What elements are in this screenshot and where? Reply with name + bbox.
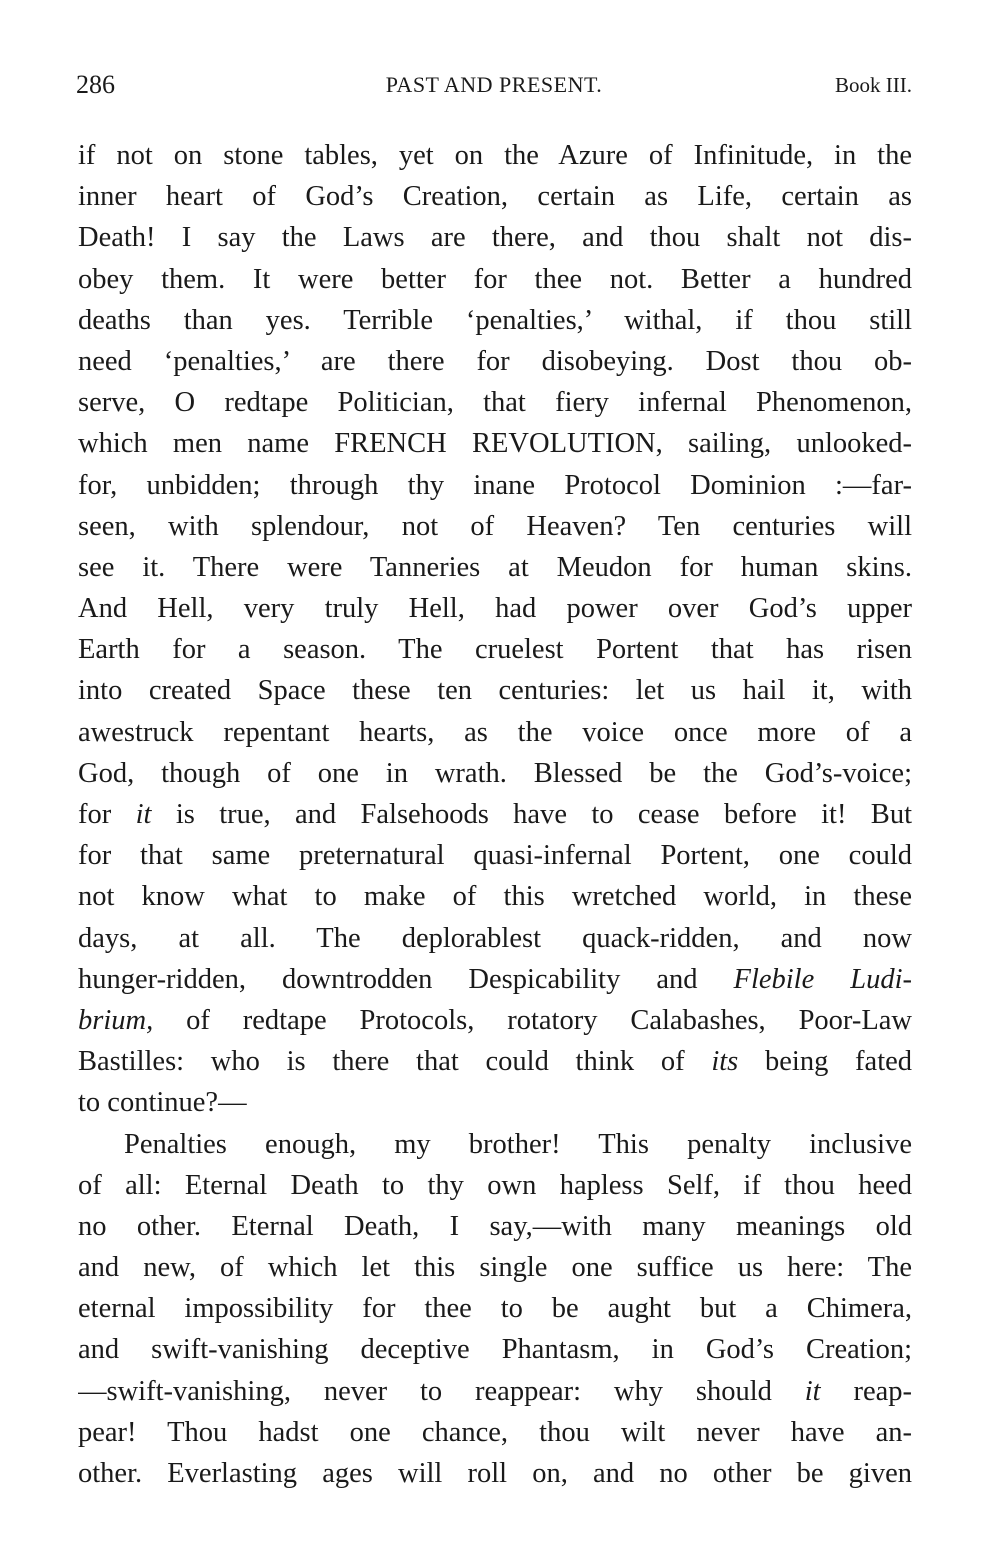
text-line: if not on stone tables, yet on the Azure of Infinitude, in the (78, 140, 912, 171)
text-segment: is true, and Falsehoods have to cease before it! But (175, 799, 912, 830)
text-line: God, though of one in wrath. Blessed be the God’s-voice; (78, 757, 912, 789)
text-segment: reap- (853, 1375, 912, 1407)
text-line: for, unbidden; through thy inane Protocol Dominion :—far- (78, 469, 912, 501)
text-segment: —swift-vanishing, never to reappear: why should (78, 1375, 772, 1407)
text-line: eternal impossibility for thee to be aught but a Chimera, (78, 1293, 912, 1325)
text-line (78, 1041, 912, 1082)
italic-phrase: Flebile Ludi- (733, 963, 912, 995)
paragraph-start-line: Penalties enough, my brother! This penalty inclusive (124, 1128, 912, 1160)
text-line: inner heart of God’s Creation, certain as Life, certain as (78, 181, 912, 213)
text-line: see it. There were Tanneries at Meudon for human skins. (78, 551, 912, 583)
text-line (78, 959, 912, 1000)
text-line: seen, with splendour, not of Heaven? Ten centuries will (78, 510, 912, 542)
text-line: need ‘penalties,’ are there for disobeying. Dost thou ob- (78, 345, 912, 377)
text-segment: Bastilles: who is there that could think of (78, 1046, 685, 1078)
running-title: PAST AND PRESENT. (385, 72, 603, 97)
text-line: no other. Eternal Death, I say,—with many meanings old (78, 1210, 912, 1242)
small-caps-term: FRENCH REVOLUTION (334, 428, 656, 460)
text-segment: for (78, 799, 112, 830)
text-segment: which men name (78, 428, 309, 460)
text-line: days, at all. The deplorablest quack-ridden, and now (78, 922, 912, 954)
page-header (76, 70, 912, 110)
page-number: 286 (76, 70, 115, 99)
text-line: pear! Thou hadst one chance, thou wilt never have an- (78, 1416, 912, 1448)
text-line (78, 423, 912, 464)
text-line: obey them. It were better for thee not. Better a hundred (78, 263, 912, 295)
book-reference: Book III. (835, 73, 912, 97)
italic-word: it (135, 799, 152, 830)
text-line: awestruck repentant hearts, as the voice once more of a (78, 716, 912, 748)
text-line (78, 794, 912, 835)
text-line (78, 1000, 912, 1041)
italic-word: its (711, 1046, 739, 1078)
italic-word: it (804, 1375, 821, 1407)
text-line: and new, of which let this single one suffice us here: The (78, 1252, 912, 1284)
text-line: for that same preternatural quasi-infernal Portent, one could (78, 840, 912, 872)
text-line: other. Everlasting ages will roll on, and no other be given (78, 1458, 912, 1489)
text-segment: of redtape Protocols, rotatory Calabashes, Poor-Law (186, 1004, 912, 1036)
italic-phrase: brium, (78, 1004, 154, 1036)
text-line: of all: Eternal Death to thy own hapless Self, if thou heed (78, 1169, 912, 1201)
body-text (78, 135, 912, 1494)
text-line: Earth for a season. The cruelest Portent that has risen (78, 634, 912, 666)
text-line: into created Space these ten centuries: let us hail it, with (78, 675, 912, 707)
text-line: and swift-vanishing deceptive Phantasm, in God’s Creation; (78, 1334, 912, 1366)
text-line: to continue?— (78, 1087, 247, 1119)
text-segment: , sailing, unlooked- (655, 428, 912, 460)
text-line (78, 1371, 912, 1412)
text-line: deaths than yes. Terrible ‘penalties,’ withal, if thou still (78, 304, 912, 336)
text-segment: being fated (765, 1046, 912, 1078)
text-line: serve, O redtape Politician, that fiery infernal Phenomenon, (78, 387, 912, 419)
text-segment: hunger-ridden, downtrodden Despicability and (78, 963, 698, 995)
text-line: not know what to make of this wretched world, in these (78, 881, 912, 913)
text-line: Death! I say the Laws are there, and thou shalt not dis- (78, 222, 912, 254)
text-line: And Hell, very truly Hell, had power over God’s upper (78, 593, 912, 625)
